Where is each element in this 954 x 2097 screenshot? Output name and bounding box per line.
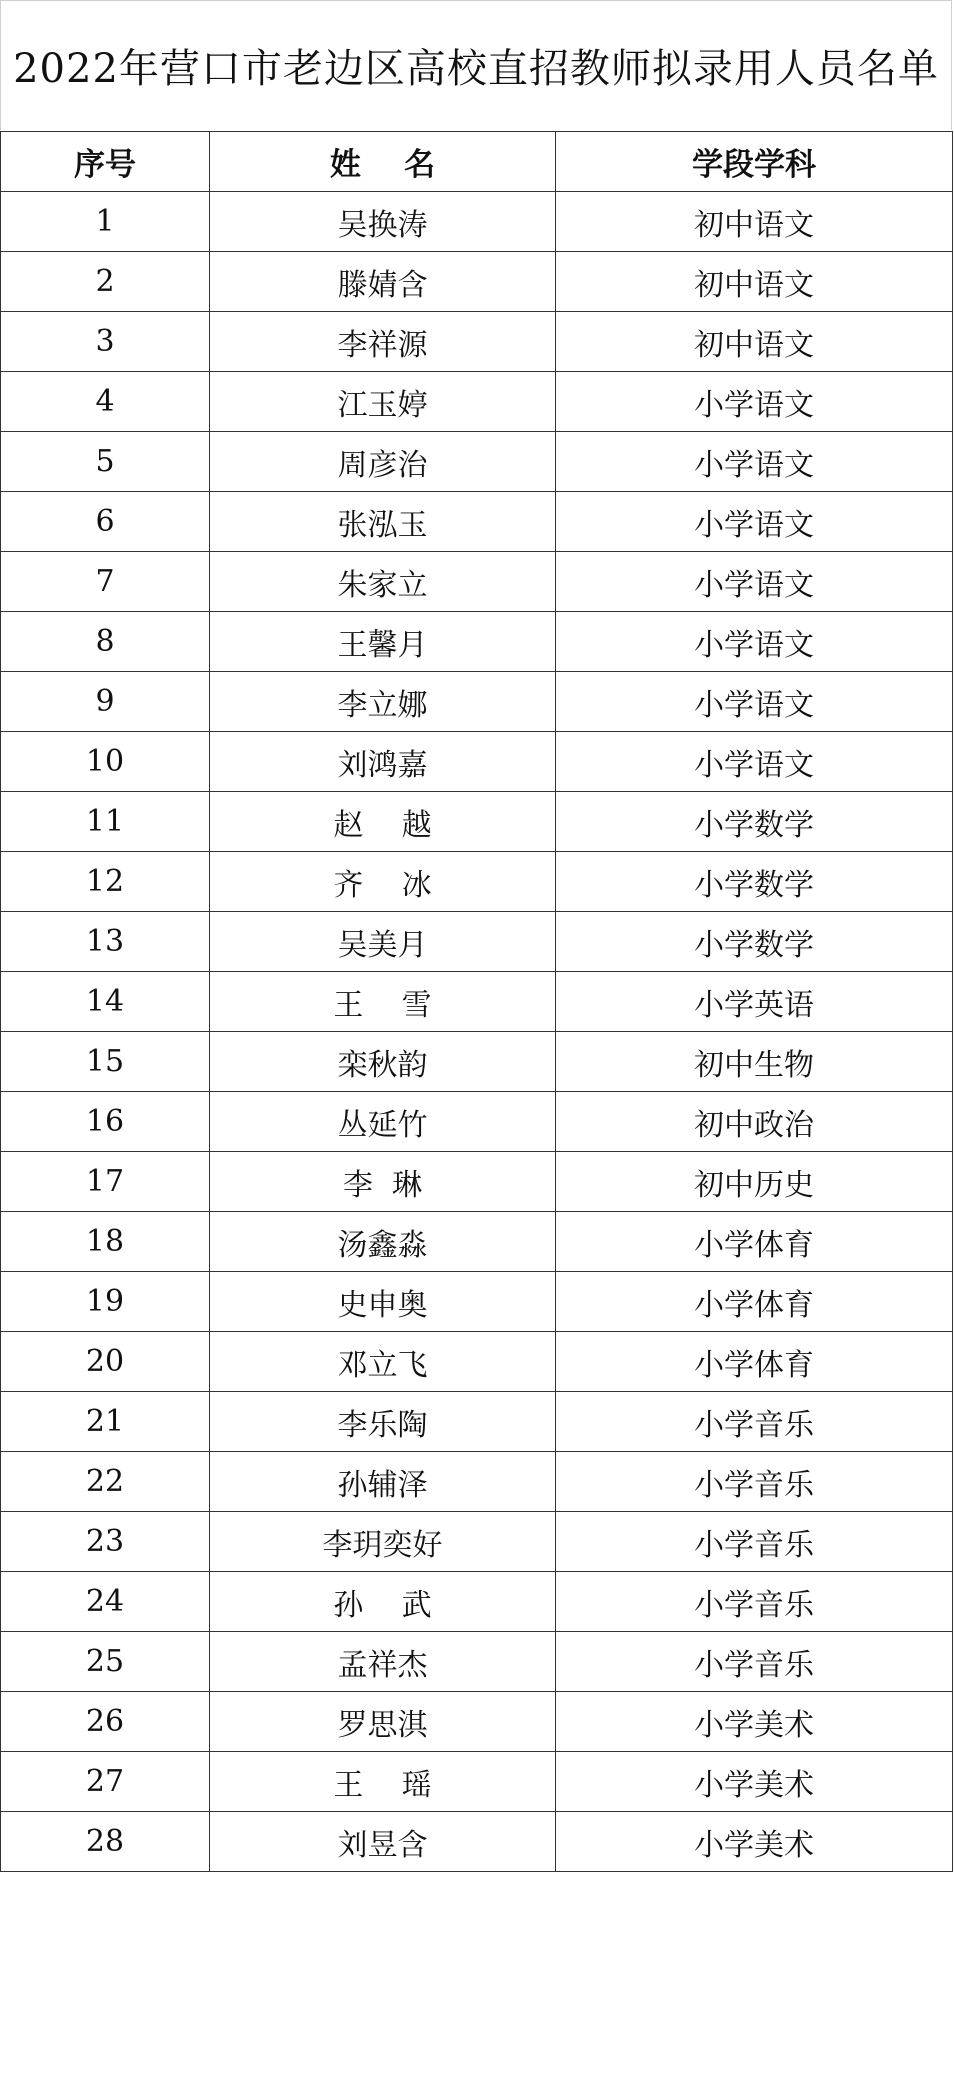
row-subject: 初中政治 [556, 1092, 953, 1152]
row-name: 赵 越 [210, 792, 556, 852]
row-name: 王 瑶 [210, 1752, 556, 1812]
row-number: 18 [1, 1212, 210, 1272]
table-row [1, 1812, 953, 1872]
table-row [1, 1392, 953, 1452]
row-number: 20 [1, 1332, 210, 1392]
row-subject: 小学体育 [556, 1332, 953, 1392]
row-number: 28 [1, 1812, 210, 1872]
table-row [1, 1032, 953, 1092]
row-subject: 初中语文 [556, 252, 953, 312]
row-number: 12 [1, 852, 210, 912]
table-row [1, 1632, 953, 1692]
row-subject: 小学语文 [556, 552, 953, 612]
row-number: 19 [1, 1272, 210, 1332]
row-name: 滕婧含 [210, 252, 556, 312]
row-name: 丛延竹 [210, 1092, 556, 1152]
row-subject: 小学音乐 [556, 1632, 953, 1692]
row-number: 6 [1, 492, 210, 552]
row-name: 汤鑫淼 [210, 1212, 556, 1272]
table-row [1, 972, 953, 1032]
table-row [1, 552, 953, 612]
column-header-number: 序号 [1, 132, 210, 192]
row-subject: 小学语文 [556, 732, 953, 792]
row-number: 21 [1, 1392, 210, 1452]
row-subject: 初中历史 [556, 1152, 953, 1212]
table-row [1, 492, 953, 552]
table-row [1, 852, 953, 912]
table-row [1, 1272, 953, 1332]
row-name: 朱家立 [210, 552, 556, 612]
row-name: 李 琳 [210, 1152, 556, 1212]
row-number: 1 [1, 192, 210, 252]
row-name: 史申奥 [210, 1272, 556, 1332]
row-number: 24 [1, 1572, 210, 1632]
table-row [1, 1092, 953, 1152]
row-number: 22 [1, 1452, 210, 1512]
table-row [1, 1452, 953, 1512]
row-name: 吴美月 [210, 912, 556, 972]
column-header-name: 姓 名 [210, 132, 556, 192]
row-subject: 小学音乐 [556, 1452, 953, 1512]
row-subject: 小学音乐 [556, 1512, 953, 1572]
table-row [1, 1572, 953, 1632]
row-name: 罗思淇 [210, 1692, 556, 1752]
row-subject: 初中语文 [556, 312, 953, 372]
row-name: 孙 武 [210, 1572, 556, 1632]
table-header-row [1, 132, 953, 192]
row-number: 9 [1, 672, 210, 732]
table-row [1, 252, 953, 312]
row-subject: 小学语文 [556, 672, 953, 732]
row-name: 刘鸿嘉 [210, 732, 556, 792]
row-number: 15 [1, 1032, 210, 1092]
row-subject: 小学数学 [556, 852, 953, 912]
row-number: 3 [1, 312, 210, 372]
row-name: 孙辅泽 [210, 1452, 556, 1512]
row-name: 吴换涛 [210, 192, 556, 252]
row-number: 16 [1, 1092, 210, 1152]
table-row [1, 372, 953, 432]
row-subject: 小学语文 [556, 492, 953, 552]
row-subject: 小学语文 [556, 432, 953, 492]
row-name: 王馨月 [210, 612, 556, 672]
row-number: 4 [1, 372, 210, 432]
row-number: 17 [1, 1152, 210, 1212]
row-name: 王 雪 [210, 972, 556, 1032]
table-row [1, 192, 953, 252]
table-row [1, 912, 953, 972]
row-subject: 小学语文 [556, 612, 953, 672]
row-number: 26 [1, 1692, 210, 1752]
row-name: 邓立飞 [210, 1332, 556, 1392]
row-subject: 小学音乐 [556, 1392, 953, 1452]
row-number: 5 [1, 432, 210, 492]
table-row [1, 1152, 953, 1212]
row-name: 刘昱含 [210, 1812, 556, 1872]
roster-table [0, 131, 953, 1872]
table-row [1, 1512, 953, 1572]
row-subject: 小学语文 [556, 372, 953, 432]
row-subject: 小学数学 [556, 792, 953, 852]
row-name: 李祥源 [210, 312, 556, 372]
row-name: 孟祥杰 [210, 1632, 556, 1692]
row-name: 江玉婷 [210, 372, 556, 432]
page-title: 2022年营口市老边区高校直招教师拟录用人员名单 [0, 0, 952, 130]
row-subject: 初中生物 [556, 1032, 953, 1092]
row-name: 张泓玉 [210, 492, 556, 552]
row-name: 李立娜 [210, 672, 556, 732]
table-row [1, 432, 953, 492]
row-subject: 小学体育 [556, 1272, 953, 1332]
row-number: 25 [1, 1632, 210, 1692]
table-row [1, 672, 953, 732]
row-number: 27 [1, 1752, 210, 1812]
row-subject: 小学音乐 [556, 1572, 953, 1632]
table-row [1, 312, 953, 372]
row-subject: 小学数学 [556, 912, 953, 972]
table-row [1, 1692, 953, 1752]
table-row [1, 1212, 953, 1272]
row-subject: 初中语文 [556, 192, 953, 252]
row-number: 13 [1, 912, 210, 972]
table-row [1, 612, 953, 672]
row-number: 14 [1, 972, 210, 1032]
row-number: 10 [1, 732, 210, 792]
row-subject: 小学英语 [556, 972, 953, 1032]
row-number: 23 [1, 1512, 210, 1572]
row-subject: 小学美术 [556, 1812, 953, 1872]
row-subject: 小学美术 [556, 1692, 953, 1752]
row-number: 7 [1, 552, 210, 612]
row-subject: 小学美术 [556, 1752, 953, 1812]
row-number: 2 [1, 252, 210, 312]
row-name: 栾秋韵 [210, 1032, 556, 1092]
column-header-subject: 学段学科 [556, 132, 953, 192]
row-subject: 小学体育 [556, 1212, 953, 1272]
row-number: 11 [1, 792, 210, 852]
table-row [1, 1332, 953, 1392]
row-name: 李乐陶 [210, 1392, 556, 1452]
row-name: 李玥奕好 [210, 1512, 556, 1572]
table-row [1, 792, 953, 852]
row-name: 周彦治 [210, 432, 556, 492]
table-row [1, 1752, 953, 1812]
table-row [1, 732, 953, 792]
row-number: 8 [1, 612, 210, 672]
row-name: 齐 冰 [210, 852, 556, 912]
